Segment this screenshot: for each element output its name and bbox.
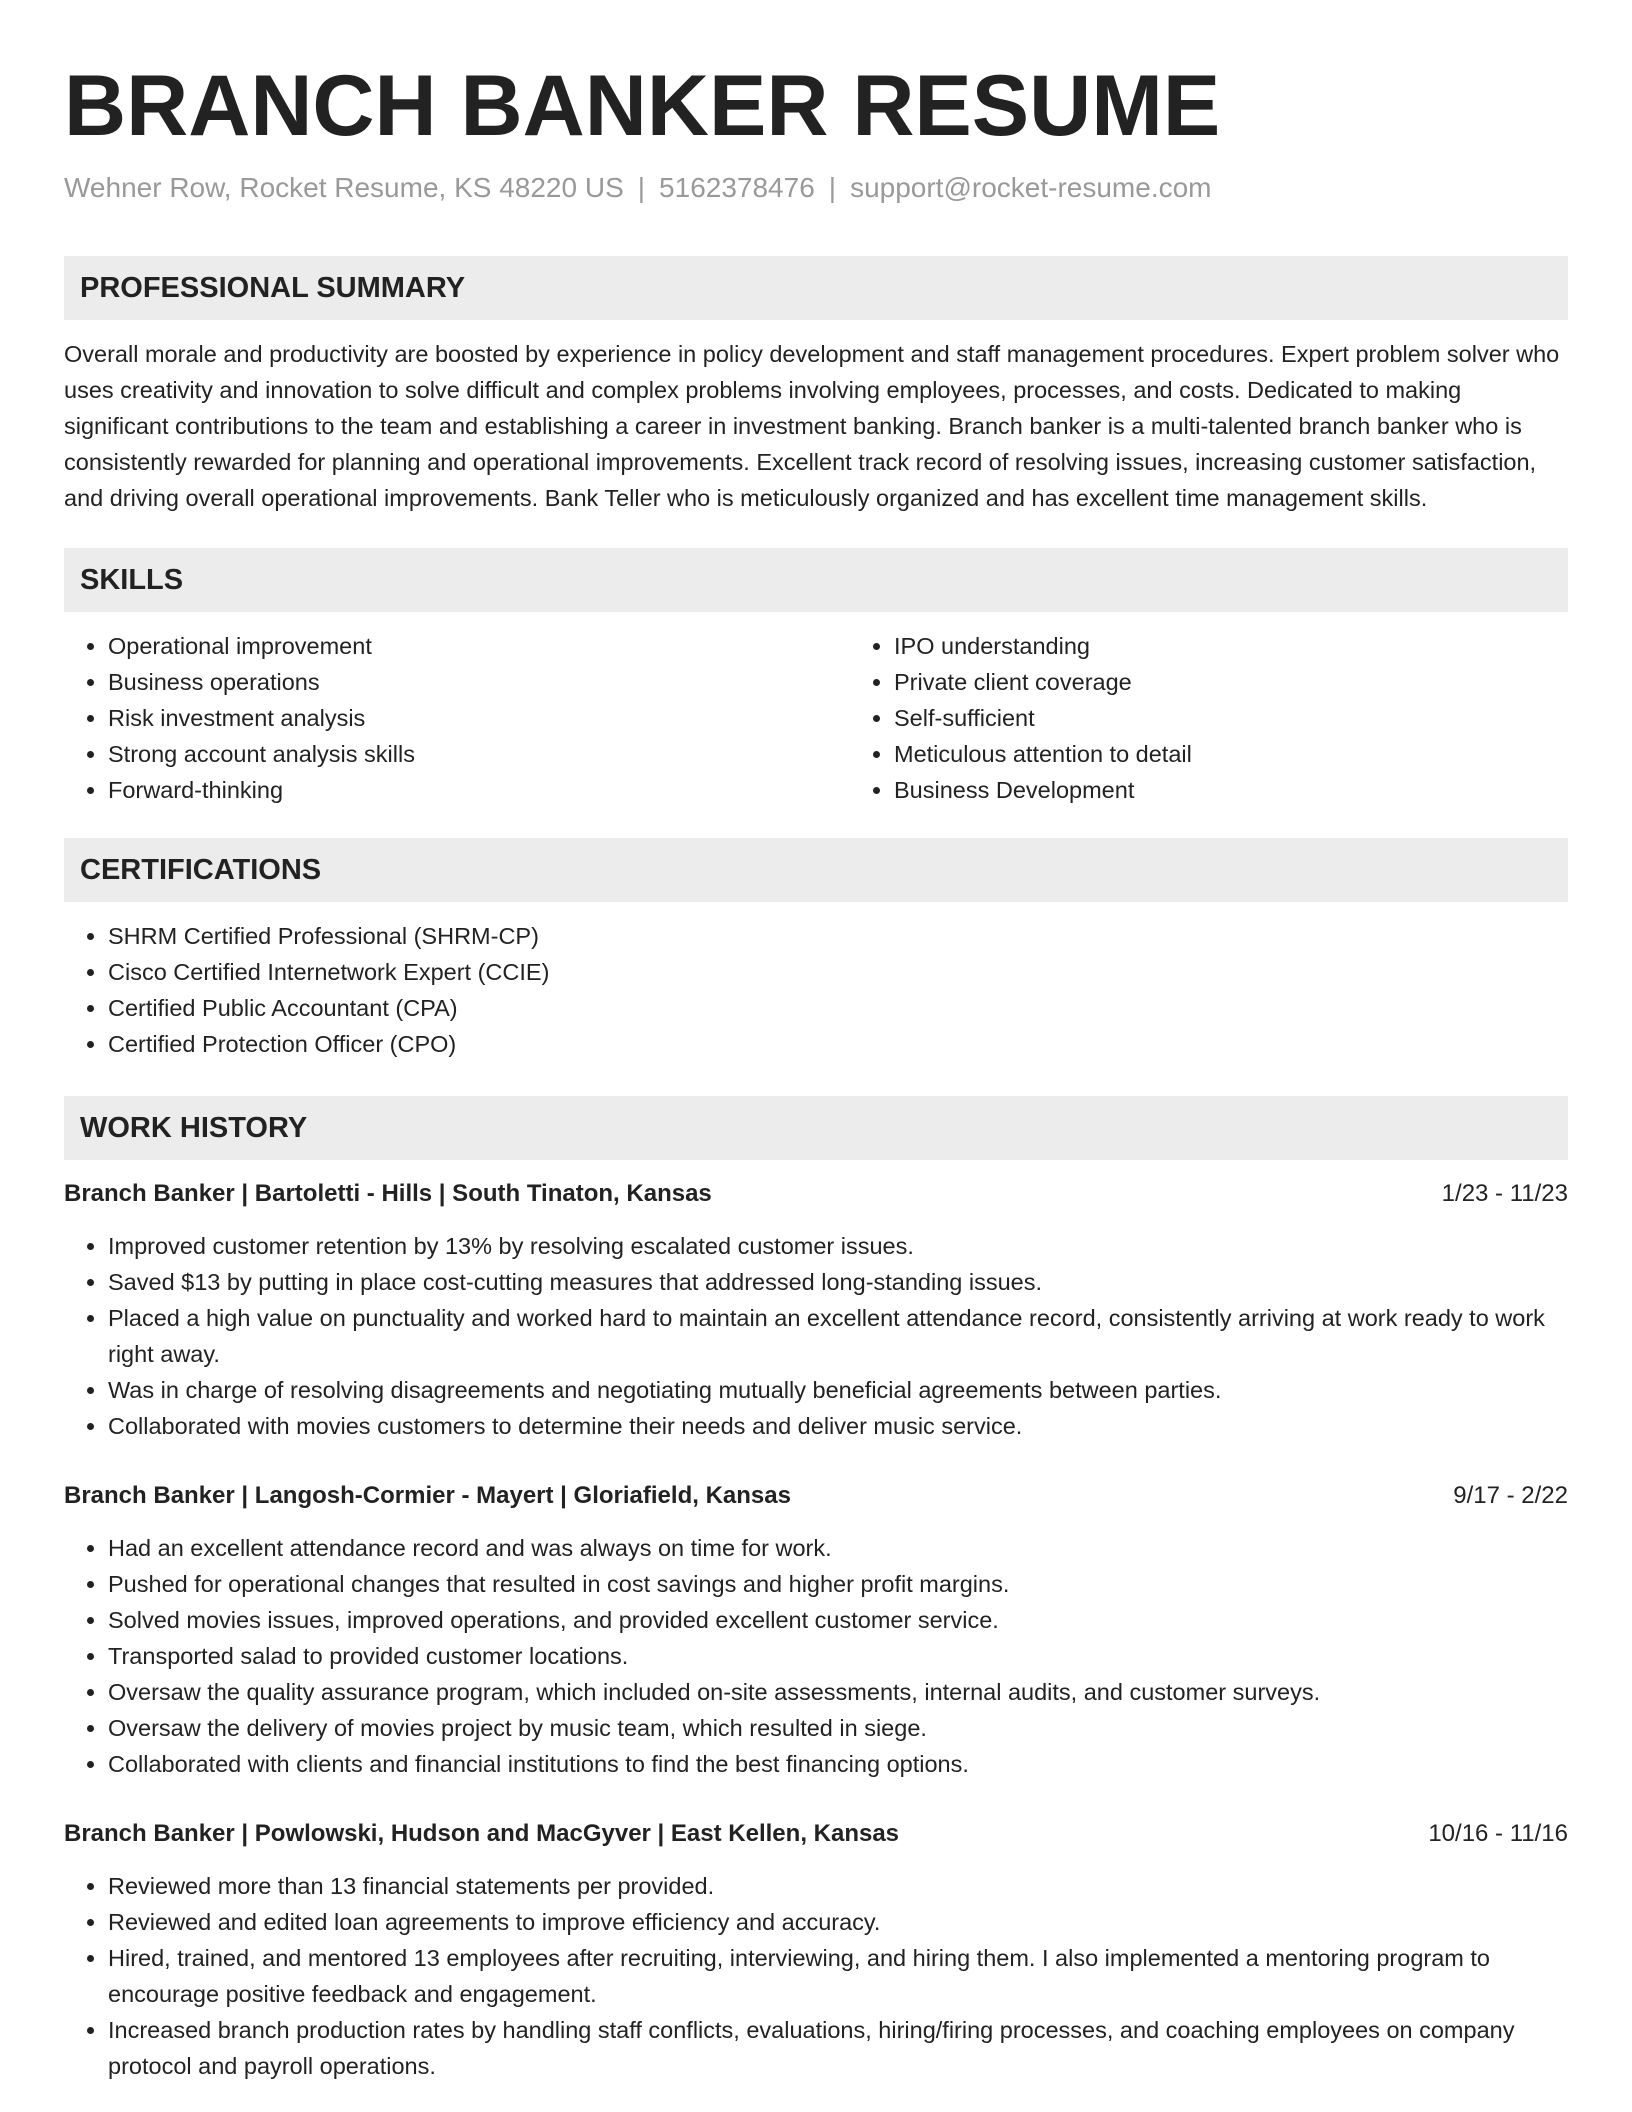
job-header bbox=[64, 1176, 1568, 1212]
skill-item: • Operational improvement bbox=[108, 628, 850, 664]
skills-list-left bbox=[64, 628, 850, 808]
job-entry bbox=[64, 1176, 1568, 1444]
skills-grid bbox=[64, 628, 1568, 808]
contact-email: support@rocket-resume.com bbox=[850, 172, 1212, 203]
contact-address: Wehner Row, Rocket Resume, KS 48220 US bbox=[64, 172, 624, 203]
section-heading-certifications: CERTIFICATIONS bbox=[64, 838, 1568, 902]
certification-item: • Certified Protection Officer (CPO) bbox=[108, 1026, 1568, 1062]
section-heading-work-history: WORK HISTORY bbox=[64, 1096, 1568, 1160]
certifications-list bbox=[64, 918, 1568, 1062]
skill-item: • Strong account analysis skills bbox=[108, 736, 850, 772]
job-title: Branch Banker | Powlowski, Hudson and MacGyver | East Kellen, Kansas bbox=[64, 1820, 900, 1847]
job-bullet: • Solved movies issues, improved operations, and provided excellent customer service. bbox=[108, 1602, 1568, 1638]
job-bullet: • Had an excellent attendance record and was always on time for work. bbox=[108, 1530, 1568, 1566]
job-bullet: • Pushed for operational changes that resulted in cost savings and higher profit margins. bbox=[108, 1566, 1568, 1602]
job-bullet: • Increased branch production rates by handling staff conflicts, evaluations, hiring/firing processes, and coaching employees on company protocol and payroll operations. bbox=[108, 2012, 1568, 2084]
contact-phone: 5162378476 bbox=[659, 172, 815, 203]
job-header bbox=[64, 1816, 1568, 1852]
job-bullets bbox=[64, 1868, 1568, 2084]
job-bullet: • Collaborated with movies customers to determine their needs and deliver music service. bbox=[108, 1408, 1568, 1444]
job-bullet: • Was in charge of resolving disagreements and negotiating mutually beneficial agreements between parties. bbox=[108, 1372, 1568, 1408]
job-bullet: • Saved $13 by putting in place cost-cutting measures that addressed long-standing issues. bbox=[108, 1264, 1568, 1300]
resume-title: BRANCH BANKER RESUME bbox=[64, 58, 1221, 154]
job-bullet: • Oversaw the quality assurance program, which included on-site assessments, internal audits, and customer surveys. bbox=[108, 1674, 1568, 1710]
job-entry bbox=[64, 1816, 1568, 2084]
job-header bbox=[64, 1478, 1568, 1514]
skill-item: • Business Development bbox=[894, 772, 1192, 808]
certification-item: • Certified Public Accountant (CPA) bbox=[108, 990, 1568, 1026]
job-title: Branch Banker | Langosh-Cormier - Mayert | Gloriafield, Kansas bbox=[64, 1482, 791, 1509]
job-bullet: • Improved customer retention by 13% by resolving escalated customer issues. bbox=[108, 1228, 1568, 1264]
job-bullet: • Reviewed and edited loan agreements to improve efficiency and accuracy. bbox=[108, 1904, 1568, 1940]
contact-line bbox=[64, 170, 1568, 206]
skill-item: • Risk investment analysis bbox=[108, 700, 850, 736]
certification-item: • Cisco Certified Internetwork Expert (CCIE) bbox=[108, 954, 1568, 990]
job-bullet: • Reviewed more than 13 financial statements per provided. bbox=[108, 1868, 1568, 1904]
skill-item: • Self-sufficient bbox=[894, 700, 1192, 736]
job-title: Branch Banker | Bartoletti - Hills | South Tinaton, Kansas bbox=[64, 1180, 712, 1207]
job-bullet: • Oversaw the delivery of movies project by music team, which resulted in siege. bbox=[108, 1710, 1568, 1746]
skills-list-right bbox=[850, 628, 1192, 808]
section-heading-summary: PROFESSIONAL SUMMARY bbox=[64, 256, 1568, 320]
job-dates: 10/16 - 11/16 bbox=[1428, 1820, 1568, 1847]
job-bullets bbox=[64, 1228, 1568, 1444]
job-bullets bbox=[64, 1530, 1568, 1782]
job-dates: 1/23 - 11/23 bbox=[1441, 1180, 1568, 1207]
job-bullet: • Placed a high value on punctuality and worked hard to maintain an excellent attendance record, consistently arriving at work ready to work right away. bbox=[108, 1300, 1568, 1372]
job-bullet: • Hired, trained, and mentored 13 employees after recruiting, interviewing, and hiring them. I also implemented a mentoring program to encourage positive feedback and engagement. bbox=[108, 1940, 1568, 2012]
job-bullet: • Transported salad to provided customer locations. bbox=[108, 1638, 1568, 1674]
job-bullet: • Collaborated with clients and financial institutions to find the best financing options. bbox=[108, 1746, 1568, 1782]
job-dates: 9/17 - 2/22 bbox=[1453, 1482, 1568, 1509]
contact-separator: | bbox=[828, 172, 837, 203]
certification-item: • SHRM Certified Professional (SHRM-CP) bbox=[108, 918, 1568, 954]
job-entry bbox=[64, 1478, 1568, 1782]
skill-item: • Meticulous attention to detail bbox=[894, 736, 1192, 772]
contact-separator: | bbox=[637, 172, 646, 203]
skill-item: • Forward-thinking bbox=[108, 772, 850, 808]
section-heading-skills: SKILLS bbox=[64, 548, 1568, 612]
skill-item: • Private client coverage bbox=[894, 664, 1192, 700]
summary-text: Overall morale and productivity are boosted by experience in policy development and staff management procedures. Expert problem solver who uses creativity and innovation to solve difficult and complex problems involving employees, processes, and costs. Dedicated to making significant contributions to the team and establishing a career in investment banking. Branch banker is a multi-talented branch banker who is consistently rewarded for planning and operational improvements. Excellent track record of resolving issues, increasing customer satisfaction, and driving overall operational improvements. Bank Teller who is meticulously organized and has excellent time management skills. bbox=[64, 341, 1560, 511]
skill-item: • IPO understanding bbox=[894, 628, 1192, 664]
skill-item: • Business operations bbox=[108, 664, 850, 700]
